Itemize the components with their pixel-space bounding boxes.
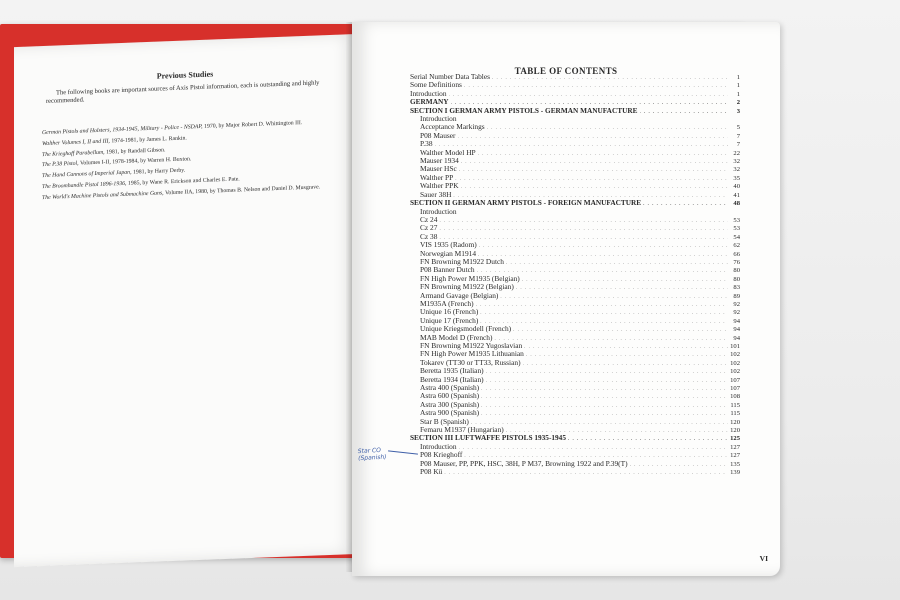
toc-entry: [410, 216, 740, 224]
toc-entry-page: 120: [730, 427, 740, 435]
toc-entry-label: Some Definitions: [410, 80, 462, 90]
toc-leader-dots: [524, 344, 728, 352]
toc-entry-page: 127: [730, 443, 740, 451]
toc-leader-dots: [481, 403, 728, 411]
toc-leader-dots: [492, 75, 728, 83]
toc-entry-page: 135: [730, 460, 740, 468]
toc-leader-dots: [513, 327, 728, 335]
toc-leader-dots: [481, 386, 728, 394]
toc-entry-page: 48: [733, 200, 740, 208]
toc-leader-dots: [479, 243, 728, 251]
toc-entry: [410, 81, 740, 89]
reference-title: German Pistols and Holsters, 1934-1945, Military - Police - NSDAP,: [42, 123, 203, 137]
toc-entry-page: 32: [733, 158, 740, 166]
toc-leader-dots: [516, 285, 728, 293]
toc-entry-label: Norwegian M1914: [420, 248, 477, 258]
toc-entry-label: M1935A (French): [420, 298, 474, 308]
toc-leader-dots: [476, 302, 728, 310]
handwritten-note: [358, 446, 401, 462]
toc-entry-page: 92: [733, 300, 740, 308]
toc-entry-label: Serial Number Data Tables: [410, 72, 491, 81]
toc-entry: [410, 199, 740, 207]
toc-entry-label: Femaru M1937 (Hungarian): [420, 425, 504, 435]
toc-entry-page: 127: [730, 452, 740, 460]
toc-entry-label: Astra 600 (Spanish): [420, 391, 480, 401]
toc-entry-page: 62: [733, 242, 740, 250]
left-page: [14, 34, 356, 567]
toc-leader-dots: [486, 378, 728, 386]
toc-entry-page: 102: [730, 368, 740, 376]
toc-entry: [410, 123, 740, 131]
toc-title: TABLE OF CONTENTS: [514, 66, 618, 76]
toc-leader-dots: [481, 411, 728, 419]
toc-entry-label: Introduction: [410, 88, 447, 98]
toc-entry-page: 2: [736, 99, 740, 107]
toc-entry: [410, 165, 740, 173]
reference-title: Walther Volumes I, II and III,: [42, 138, 110, 147]
reference-list: [42, 119, 342, 206]
toc-entry-page: 120: [730, 418, 740, 426]
toc-entry-label: Unique 17 (French): [420, 315, 479, 325]
toc-entry-label: Beretta 1935 (Italian): [420, 366, 484, 376]
toc-entry: [410, 157, 740, 165]
toc-entry-page: 41: [733, 191, 740, 199]
toc-entry-label: Cz 27: [420, 223, 438, 233]
toc-leader-dots: [526, 352, 728, 360]
toc-leader-dots: [455, 176, 728, 184]
toc-list: [410, 73, 740, 477]
reference-details: 1974-1981, by James L. Rankin.: [109, 135, 187, 145]
toc-entry-page: 92: [733, 309, 740, 317]
toc-leader-dots: [461, 184, 728, 192]
toc-entry-page: 5: [736, 124, 740, 132]
toc-entry-page: 22: [733, 149, 740, 157]
toc-entry-label: Star B (Spanish): [420, 416, 469, 426]
right-page: [352, 22, 780, 576]
toc-entry-label: VIS 1935 (Radom): [420, 240, 477, 250]
toc-entry-label: FN Browning M1922 Yugoslavian: [420, 341, 523, 350]
reference-title: The Krieghoff Parabellum,: [42, 149, 105, 158]
toc-entry-label: P08 Kü: [420, 467, 443, 477]
toc-leader-dots: [471, 420, 728, 428]
toc-entry-page: 66: [733, 250, 740, 258]
toc-leader-dots: [439, 218, 728, 226]
toc-leader-dots: [500, 294, 728, 302]
toc-entry-page: 83: [733, 284, 740, 292]
toc-entry: [410, 434, 740, 442]
toc-entry-page: 101: [730, 343, 740, 350]
toc-entry-label: Introduction: [420, 206, 457, 216]
toc-entry: [410, 468, 740, 476]
toc-entry-page: 40: [733, 183, 740, 191]
toc-entry-label: Mauser 1934: [420, 156, 459, 166]
toc-entry-label: Walther PPK: [420, 181, 459, 191]
toc-entry-label: Walther Model HP: [420, 147, 476, 157]
toc-entry: [410, 224, 740, 232]
toc-leader-dots: [461, 159, 728, 167]
toc-leader-dots: [640, 109, 729, 117]
reference-details: Volume IIA, 1980, by Thomas B. Nelson and Daniel D. Musgrave.: [163, 184, 321, 197]
toc-entry-label: FN Browning M1922 Dutch: [420, 256, 504, 266]
toc-entry-page: 102: [730, 351, 740, 359]
toc-entry-label: Introduction: [420, 114, 457, 124]
toc-entry-page: 115: [730, 401, 740, 409]
toc-leader-dots: [439, 235, 728, 243]
toc-entry-page: 125: [730, 435, 740, 443]
toc-entry-label: FN High Power M1935 Lithuanian: [420, 349, 524, 359]
reference-details: 1970, by Major Robert D. Whittington III.: [202, 120, 303, 130]
toc-leader-dots: [435, 142, 728, 150]
toc-entry-label: Armand Gavage (Belgian): [420, 290, 499, 300]
toc-leader-dots: [449, 92, 728, 100]
toc-leader-dots: [464, 83, 728, 91]
toc-entry-page: 1: [736, 90, 740, 98]
toc-entry-label: GERMANY: [410, 97, 449, 107]
toc-entry-label: P08 Banner Dutch: [420, 265, 475, 275]
reference-title: The Hand Cannons of Imperial Japan,: [42, 169, 132, 180]
toc-leader-dots: [458, 134, 728, 142]
toc-entry-page: 53: [733, 216, 740, 224]
toc-entry-label: P.38: [420, 139, 433, 149]
toc-entry-page: 89: [733, 292, 740, 300]
toc-entry: [410, 107, 740, 115]
reference-details: Volumes I-II, 1978-1984, by Warren H. Buxton.: [78, 156, 192, 168]
toc-entry-page: 115: [730, 410, 740, 418]
handwritten-note-line: Star CO: [357, 446, 382, 456]
toc-entry-label: P08 Mauser: [420, 130, 456, 140]
toc-leader-dots: [459, 445, 728, 453]
toc-entry: [410, 174, 740, 182]
toc-entry-page: 94: [733, 334, 740, 342]
toc-entry-label: SECTION III LUFTWAFFE PISTOLS 1935-1945: [410, 433, 566, 443]
toc-entry-page: 54: [733, 233, 740, 241]
reference-title: The World's Machine Pistols and Submachine Guns,: [42, 190, 164, 201]
toc-entry-page: 80: [733, 267, 740, 275]
toc-entry-page: 1: [736, 74, 740, 81]
toc-entry-label: Astra 300 (Spanish): [420, 399, 480, 409]
toc-entry-page: 102: [730, 359, 740, 367]
toc-leader-dots: [494, 336, 728, 344]
toc-leader-dots: [481, 394, 728, 402]
toc-entry-page: 94: [733, 326, 740, 334]
toc-leader-dots: [486, 369, 728, 377]
toc-entry-label: Cz 38: [420, 231, 438, 241]
toc-entry-label: Unique 16 (French): [420, 307, 479, 317]
toc-entry-label: Astra 900 (Spanish): [420, 408, 480, 418]
toc-leader-dots: [478, 252, 728, 260]
toc-leader-dots: [643, 201, 728, 209]
toc-entry: [410, 149, 740, 157]
toc-entry-label: Astra 400 (Spanish): [420, 383, 480, 393]
toc-leader-dots: [459, 167, 728, 175]
toc-entry-label: Introduction: [420, 441, 457, 451]
toc-entry-label: Acceptance Markings: [420, 122, 485, 132]
toc-entry-label: Walther PP: [420, 172, 454, 182]
toc-entry-page: 3: [736, 107, 740, 115]
toc-entry-page: 108: [730, 393, 740, 401]
reference-title: The P.38 Pistol,: [42, 161, 79, 169]
toc-entry-label: SECTION I GERMAN ARMY PISTOLS - GERMAN MANUFACTURE: [410, 105, 638, 115]
toc-entry: [410, 90, 740, 98]
toc-entry-page: 1: [736, 82, 740, 90]
toc-entry-label: Sauer 38H: [420, 189, 452, 199]
toc-entry: [410, 460, 740, 468]
handwritten-note-line: (Spanish): [358, 453, 387, 463]
toc-entry-page: 139: [730, 469, 740, 477]
toc-entry-label: P08 Mauser, PP, PPK, HSC, 38H, P M37, Browning 1922 and P.39(T): [420, 458, 628, 468]
toc-entry-label: Unique Kriegsmodell (French): [420, 324, 512, 334]
reference-details: 1981, by Randall Gibson.: [104, 146, 166, 156]
toc-entry-label: SECTION II GERMAN ARMY PISTOLS - FOREIGN MANUFACTURE: [410, 198, 642, 208]
toc-leader-dots: [568, 436, 728, 444]
toc-entry-page: 107: [730, 385, 740, 393]
toc-entry-page: 53: [733, 225, 740, 233]
toc-entry-page: 107: [730, 376, 740, 384]
toc-entry-page: 35: [733, 174, 740, 182]
toc-entry: [410, 132, 740, 140]
toc-leader-dots: [444, 470, 728, 478]
toc-leader-dots: [523, 361, 728, 369]
toc-entry-page: 80: [733, 275, 740, 283]
toc-entry-page: 94: [733, 317, 740, 325]
toc-leader-dots: [506, 260, 728, 268]
toc-leader-dots: [487, 125, 728, 133]
toc-entry-label: FN High Power M1935 (Belgian): [420, 273, 520, 283]
toc-entry-label: Cz 24: [420, 214, 438, 224]
toc-entry-page: 7: [736, 141, 740, 149]
toc-entry-label: P08 Krieghoff: [420, 450, 463, 460]
toc-entry-page: 7: [736, 132, 740, 140]
toc-entry-label: Tokarev (TT30 or TT33, Russian): [420, 357, 521, 367]
toc-entry-label: Beretta 1934 (Italian): [420, 374, 484, 384]
toc-entry-label: MAB Model D (French): [420, 332, 493, 342]
toc-entry-label: FN Browning M1922 (Belgian): [420, 282, 514, 292]
reference-details: 1981, by Harry Derby.: [131, 167, 186, 176]
toc-leader-dots: [480, 319, 728, 327]
toc-entry-page: 32: [733, 166, 740, 174]
previous-studies-intro: The following books are important sources of Axis Pistol information, each is outstanding and highly recommended.: [46, 79, 320, 105]
reference-title: The Broomhandle Pistol 1896-1936,: [42, 180, 127, 191]
reference-details: 1985, by Wane R. Erickson and Charles E. Pate.: [126, 176, 240, 187]
previous-studies-title: Previous Studies: [156, 69, 214, 81]
toc-leader-dots: [478, 151, 728, 159]
toc-entry-page: 76: [733, 258, 740, 266]
page-number: VI: [759, 554, 768, 563]
toc-entry-label: Mauser HSc: [420, 164, 457, 174]
toc-leader-dots: [439, 226, 728, 234]
toc-leader-dots: [522, 277, 728, 285]
toc-leader-dots: [630, 462, 728, 470]
toc-leader-dots: [480, 310, 728, 318]
